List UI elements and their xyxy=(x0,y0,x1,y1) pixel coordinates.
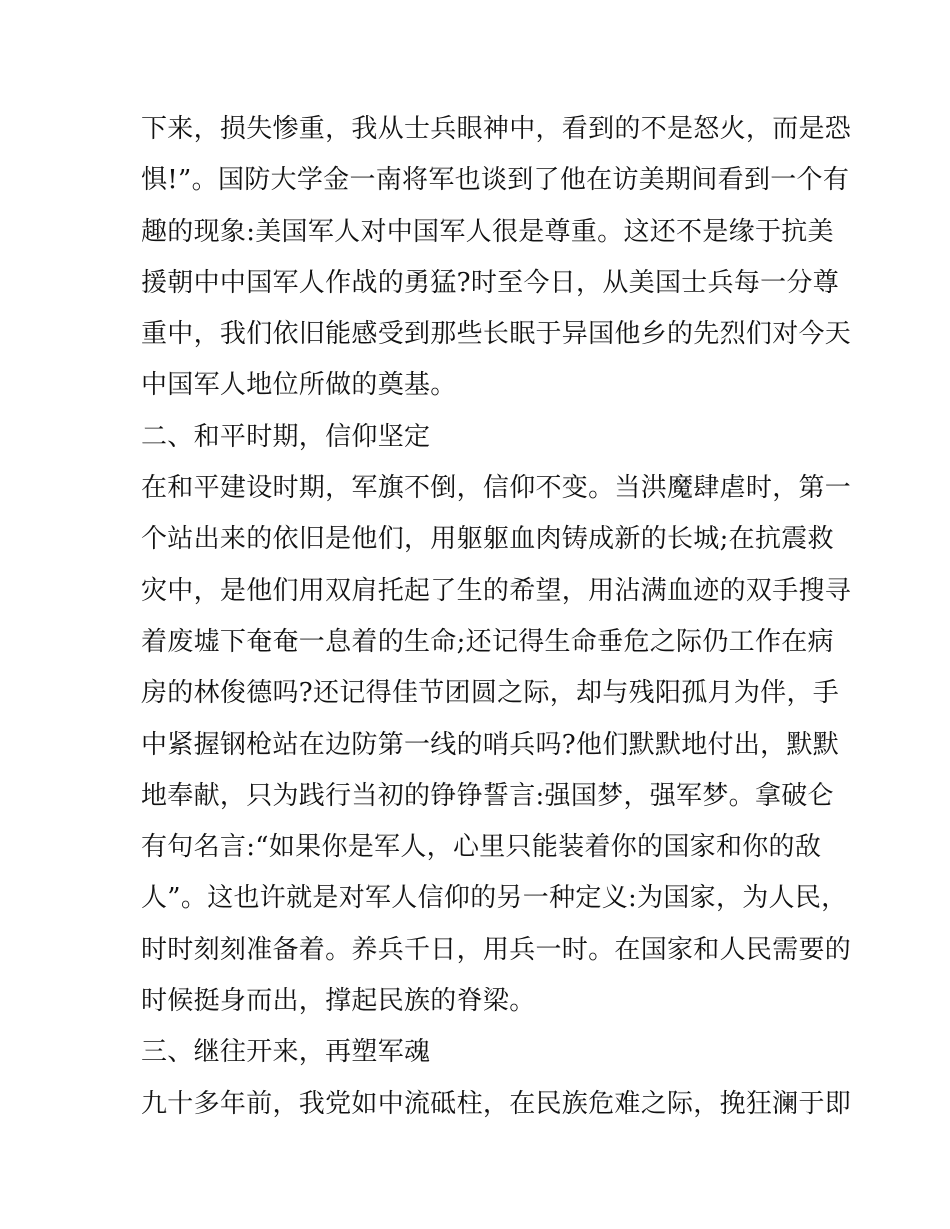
paragraph-line: 在和平建设时期，军旗不倒，信仰不变。当洪魔肆虐时，第一 xyxy=(141,473,852,504)
paragraph-line: 有句名言:“如果你是军人，心里只能装着你的国家和你的敌 xyxy=(141,832,822,863)
paragraph-line: 援朝中中国军人作战的勇猛?时至今日，从美国士兵每一分尊 xyxy=(141,267,840,298)
paragraph-line: 惧!”。国防大学金一南将军也谈到了他在访美期间看到一个有 xyxy=(141,165,850,196)
paragraph-line: 着废墟下奄奄一息着的生命;还记得生命垂危之际仍工作在病 xyxy=(141,626,834,657)
paragraph-line: 下来，损失惨重，我从士兵眼神中，看到的不是怒火，而是恐 xyxy=(141,114,852,144)
paragraph-line: 九十多年前，我党如中流砥柱，在民族危难之际，挽狂澜于即 xyxy=(141,1088,852,1119)
section-heading: 三、继往开来，再塑军魂 xyxy=(141,1037,431,1068)
paragraph-line: 地奉献，只为践行当初的铮铮誓言:强国梦，强军梦。拿破仑 xyxy=(141,780,834,811)
paragraph-line: 重中，我们依旧能感受到那些长眠于异国他乡的先烈们对今天 xyxy=(141,319,852,350)
paragraph-line: 中紧握钢枪站在边防第一线的哨兵吗?他们默默地付出，默默 xyxy=(141,729,840,760)
paragraph-line: 时时刻刻准备着。养兵千日，用兵一时。在国家和人民需要的 xyxy=(141,934,852,965)
paragraph-line: 个站出来的依旧是他们，用躯躯血肉铸成新的长城;在抗震救 xyxy=(141,524,834,555)
paragraph-line: 人”。这也许就是对军人信仰的另一种定义:为国家，为人民， xyxy=(141,883,848,914)
paragraph-line: 趣的现象:美国军人对中国军人很是尊重。这还不是缘于抗美 xyxy=(141,216,834,247)
paragraph-line: 时候挺身而出，撑起民族的脊梁。 xyxy=(141,986,536,1017)
paragraph-line: 中国军人地位所做的奠基。 xyxy=(141,370,457,401)
paragraph-line: 灾中，是他们用双肩托起了生的希望，用沾满血迹的双手搜寻 xyxy=(141,575,852,606)
section-heading: 二、和平时期，信仰坚定 xyxy=(141,421,431,452)
paragraph-line: 房的林俊德吗?还记得佳节团圆之际，却与残阳孤月为伴，手 xyxy=(141,678,840,709)
document-body xyxy=(141,104,852,1130)
